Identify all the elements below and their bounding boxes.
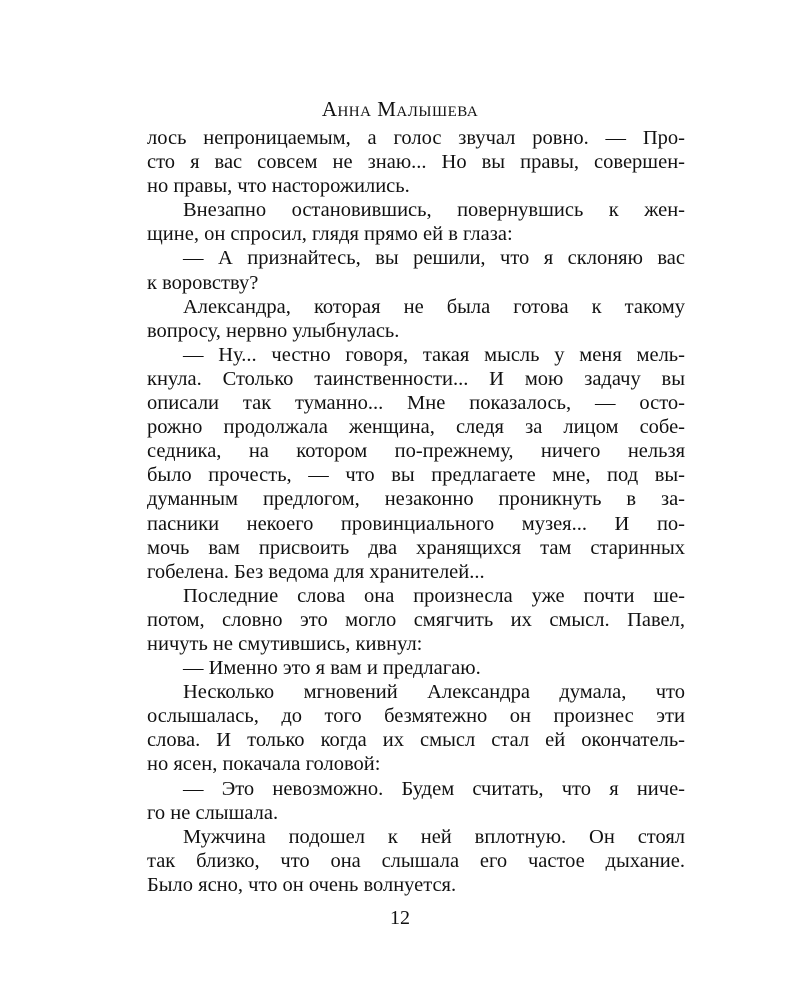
page-number: 12	[390, 907, 410, 929]
text-line: рожно продолжала женщина, следя за лицом собе-	[147, 416, 685, 439]
text-line: потом, словно это могло смягчить их смысл. Павел,	[147, 608, 685, 631]
text-line: сто я вас совсем не знаю... Но вы правы, совершен-	[147, 151, 685, 174]
text-line: ничуть не смутившись, кивнул:	[147, 632, 423, 655]
text-line: к воровству?	[147, 271, 259, 294]
text-line: — А признайтесь, вы решили, что я склоняю вас	[183, 247, 685, 270]
text-line: — Ну... честно говоря, такая мысль у меня мель-	[183, 343, 685, 366]
text-line: слова. И только когда их смысл стал ей окончатель-	[147, 729, 685, 752]
text-line: щине, он спросил, глядя прямо ей в глаза:	[147, 223, 513, 246]
text-line: но ясен, покачала головой:	[147, 753, 381, 776]
text-line: кнула. Столько таинственности... И мою задачу вы	[147, 367, 685, 390]
text-line: Внезапно остановившись, повернувшись к жен-	[183, 199, 685, 222]
text-line: лось непроницаемым, а голос звучал ровно. — Про-	[147, 127, 685, 149]
text-line: так близко, что она слышала его частое дыхание.	[147, 849, 685, 872]
running-head-author: Анна Малышева	[321, 97, 479, 121]
text-line: думанным предлогом, незаконно проникнуть в за-	[147, 488, 685, 511]
text-line: Было ясно, что он очень волнуется.	[147, 873, 457, 896]
text-line: вопросу, нервно улыбнулась.	[147, 319, 400, 342]
text-line: Несколько мгновений Александра думала, что	[183, 681, 685, 704]
text-line: го не слышала.	[147, 801, 279, 824]
text-line: но правы, что насторожились.	[147, 175, 410, 198]
text-line: гобелена. Без ведома для хранителей...	[147, 560, 485, 583]
text-line: Мужчина подошел к ней вплотную. Он стоял	[183, 825, 685, 848]
text-line: ослышалась, до того безмятежно он произнес эти	[147, 705, 685, 728]
text-line: описали так туманно... Мне показалось, — осто-	[147, 392, 685, 415]
text-line: мочь вам присвоить два хранящихся там старинных	[147, 536, 685, 559]
text-line: Последние слова она произнесла уже почти ше-	[183, 584, 685, 607]
text-line: — Именно это я вам и предлагаю.	[183, 657, 481, 680]
text-line: седника, на котором по-прежнему, ничего нельзя	[147, 440, 685, 463]
body-text	[147, 126, 685, 897]
text-line: — Это невозможно. Будем считать, что я ниче-	[183, 777, 685, 800]
text-line: Александра, которая не была готова к такому	[183, 295, 685, 318]
text-line: было прочесть, — что вы предлагаете мне, под вы-	[147, 464, 685, 487]
text-line: пасники некоего провинциального музея... И по-	[147, 512, 685, 535]
